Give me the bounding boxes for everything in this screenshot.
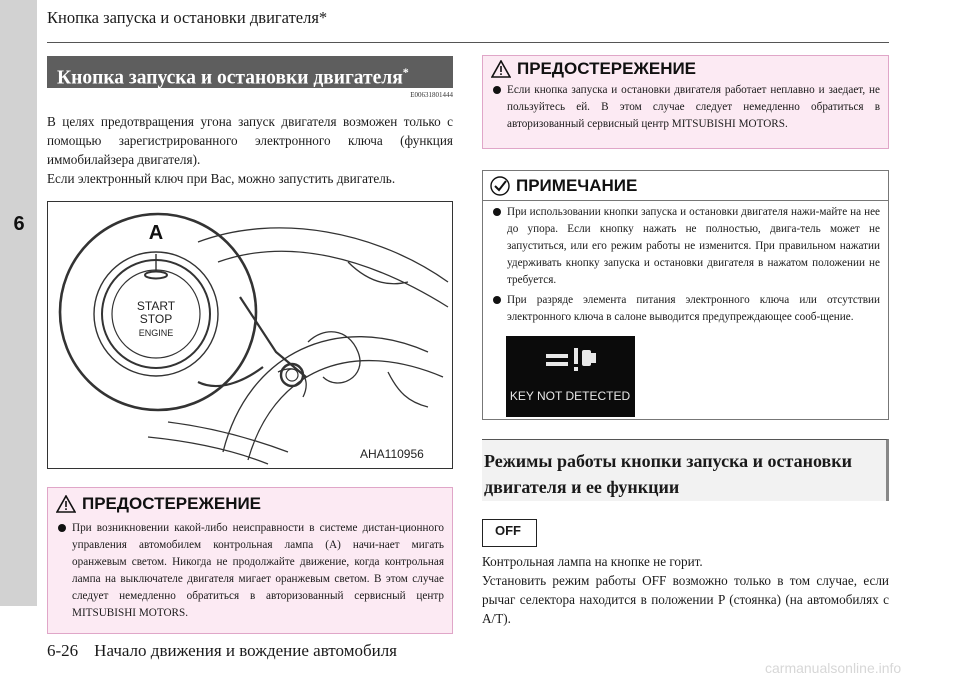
section-code: E00631801444: [410, 91, 453, 99]
page-footer: [47, 641, 397, 661]
section2-title-box: [482, 439, 889, 501]
intro-paragraph-2: Если электронный ключ при Вас, можно запустить двигатель.: [47, 171, 396, 186]
warning-heading-right: [483, 56, 888, 79]
bullet-dot-icon: [493, 208, 501, 216]
off-paragraph-1: Контрольная лампа на кнопке не горит.: [482, 554, 703, 569]
off-paragraph-2: Установить режим работы OFF возможно только в том случае, если рычаг селектора находится в положении P (стоянка) (на автомобилях с A/T).: [482, 573, 889, 626]
key-shape-icon: [546, 354, 568, 358]
page-number: 6-26: [47, 641, 79, 660]
bullet-dot-icon: [58, 524, 66, 532]
note-bullet-2: [493, 292, 880, 326]
section-title-bar: [47, 56, 453, 88]
warning-bullet: [58, 520, 444, 622]
warning-heading-text: ПРЕДОСТЕРЕЖЕНИЕ: [82, 494, 262, 513]
chapter-side-tab: [0, 0, 37, 606]
warning-triangle-icon: [56, 495, 76, 513]
engine-button-illustration: [47, 201, 453, 469]
warning-bullet: [493, 82, 880, 133]
intro-paragraphs: [47, 112, 453, 188]
page-header-title: Кнопка запуска и остановки двигателя*: [47, 8, 328, 27]
button-text-stop: STOP: [139, 312, 173, 326]
warning-box-right: [482, 55, 889, 149]
warning-box-left: [47, 487, 453, 634]
callout-label-a: A: [148, 222, 164, 244]
note-pencil-icon: [490, 176, 510, 196]
warning-bullet-text: Если кнопка запуска и остановки двигателя работает неплавно и заедает, не пользуйтесь ей. В этом случае следует немедленно обратиться в авторизованный сервисный центр MITSUBISHI MOTORS.: [507, 84, 880, 130]
warning-heading-text: ПРЕДОСТЕРЕЖЕНИЕ: [517, 59, 697, 78]
display-message: KEY NOT DETECTED: [509, 389, 631, 403]
footer-chapter-title: Начало движения и вождение автомобиля: [94, 641, 398, 660]
warning-triangle-icon: [491, 60, 511, 78]
header-rule: [47, 42, 889, 43]
watermark: carmanualsonline.info: [765, 660, 902, 676]
indicator-lamp: [145, 272, 167, 279]
bullet-dot-icon: [493, 86, 501, 94]
key-not-detected-display: [506, 336, 635, 417]
note-bullet-text: При использовании кнопки запуска и остановки двигателя нажи-майте на нее до упора. Если кнопку нажать не полностью, двига-тель может не запуститься, или его режим работы не изменится. При правильном нажатии удерживать кнопку запуска и остановки двигателя в нажатом положении не требуется.: [507, 206, 880, 286]
section2-title: Режимы работы кнопки запуска и остановки двигателя и ее функции: [484, 451, 852, 497]
warning-heading-left: [48, 488, 452, 514]
off-mode-paragraphs: [482, 552, 889, 628]
key-warning-graphic: [506, 336, 635, 417]
note-bullet-text: При разряде элемента питания электронного ключа или отсутствии электронного ключа в салоне выводится предупреждающее сооб-щение.: [507, 294, 880, 323]
bullet-dot-icon: [493, 296, 501, 304]
section-title-asterisk: *: [402, 65, 409, 79]
steering-wheel-rim-inner: [248, 361, 443, 460]
button-text-start: START: [136, 299, 176, 313]
warning-bullet-text: При возникновении какой-либо неисправности в системе дистан-ционного управления автомобилем контрольная лампа (A) начи-нает мигать оранжевым светом. Никогда не продолжайте движение, когда контрольная лампа на выключателе двигателя мигает оранжевым светом. В этом случае следует немедленно обратиться в авторизованный сервисный центр MITSUBISHI MOTORS.: [72, 522, 444, 619]
illustration-code: AHA110956: [360, 447, 424, 461]
button-location-marker: [281, 364, 303, 386]
note-heading: [483, 171, 888, 196]
note-heading-text: ПРИМЕЧАНИЕ: [516, 176, 638, 195]
illustration-drawing: [48, 202, 452, 468]
intro-paragraph-1: В целях предотвращения угона запуск двигателя возможен только с помощью зарегистрированного электронного ключа (функция иммобилайзера двигателя).: [47, 114, 453, 167]
note-bullet-1: [493, 204, 880, 289]
button-text-engine: ENGINE: [138, 328, 174, 338]
chapter-number: 6: [13, 213, 25, 235]
section-title: Кнопка запуска и остановки двигателя: [57, 67, 403, 89]
steering-wheel-rim: [223, 337, 428, 452]
mode-off-label: OFF: [482, 519, 537, 547]
